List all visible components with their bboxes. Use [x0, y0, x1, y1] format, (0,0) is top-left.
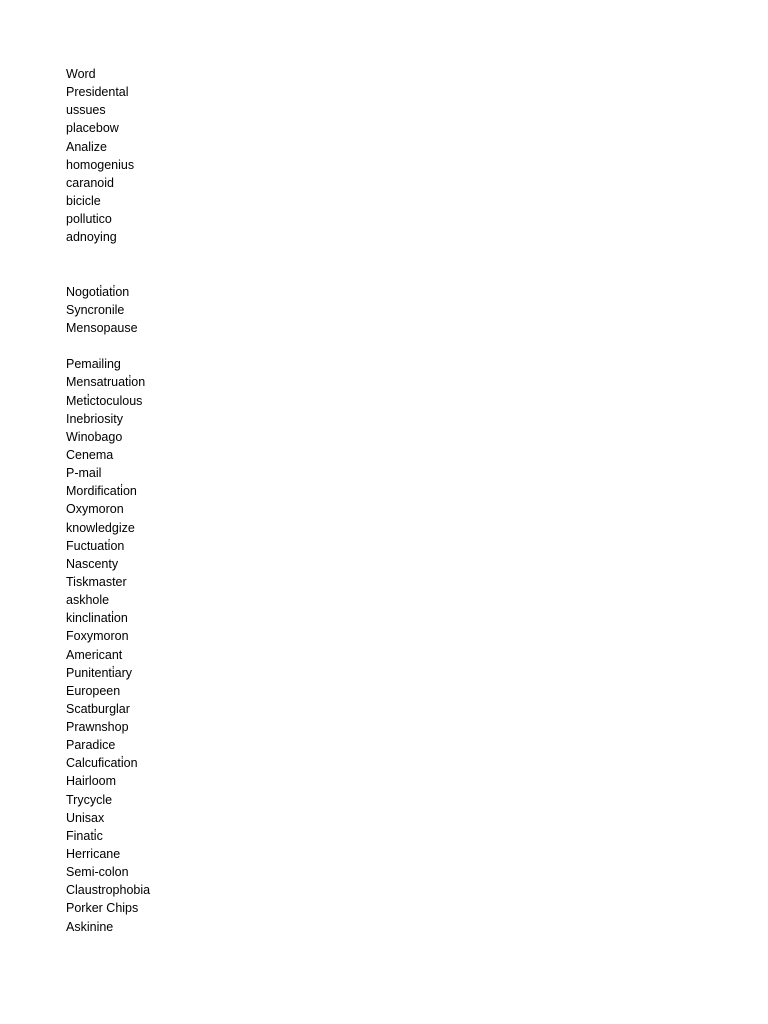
blank-line [66, 337, 150, 355]
list-item: Mordificati̇on [66, 484, 137, 499]
list-item: Mensatruati̇on [66, 375, 146, 390]
list-item: Tiskmaster [66, 574, 127, 589]
list-item: Americant [66, 647, 123, 662]
list-item: Meti̇ctoculous [66, 393, 143, 408]
list-item: Cenema [66, 447, 114, 462]
list-item: Analize [66, 139, 107, 154]
list-item: Prawnshop [66, 720, 129, 735]
list-item: Oxymoron [66, 502, 124, 517]
list-item: adnoying [66, 230, 117, 245]
list-item: Europeen [66, 683, 121, 698]
list-item: homogenius [66, 157, 135, 172]
list-item: Foxymoron [66, 629, 129, 644]
list-item: Askinine [66, 919, 114, 934]
list-item: Scatburglar [66, 701, 130, 716]
blank-line [66, 265, 150, 283]
list-item: knowledgize [66, 520, 135, 535]
list-item: placebow [66, 121, 119, 136]
list-item: Fuctuati̇on [66, 538, 125, 553]
list-item: Calcuficati̇on [66, 756, 138, 771]
list-item: Claustrophobia [66, 883, 151, 898]
list-item: Hairloom [66, 774, 117, 789]
list-item: ussues [66, 103, 106, 118]
list-item: Porker Chips [66, 901, 139, 916]
list-item: askhole [66, 593, 110, 608]
list-item: Inebriosity [66, 411, 123, 426]
list-item: Finati̇c [66, 828, 103, 843]
list-item: Presidental [66, 85, 129, 100]
list-item: Unisax [66, 810, 105, 825]
blank-line [66, 246, 150, 264]
list-item: Nascenty [66, 556, 119, 571]
list-item: Syncronile [66, 302, 125, 317]
list-item: Nogoti̇ati̇on [66, 284, 130, 299]
list-item: Word [66, 67, 96, 81]
list-item: Mensopause [66, 320, 138, 335]
list-item: Paradice [66, 738, 116, 753]
list-item: Semi-colon [66, 865, 129, 880]
word-list [66, 65, 150, 936]
list-item: pollutico [66, 212, 112, 227]
list-item: Winobago [66, 429, 123, 444]
list-item: Pemailing [66, 357, 121, 372]
list-item: Punitenti̇ary [66, 665, 133, 680]
list-item: P-mail [66, 466, 102, 481]
list-item: Trycycle [66, 792, 113, 807]
list-item: caranoid [66, 175, 114, 190]
list-item: bicicle [66, 193, 101, 208]
list-item: Herricane [66, 847, 121, 862]
list-item: kinclinati̇on [66, 611, 128, 626]
